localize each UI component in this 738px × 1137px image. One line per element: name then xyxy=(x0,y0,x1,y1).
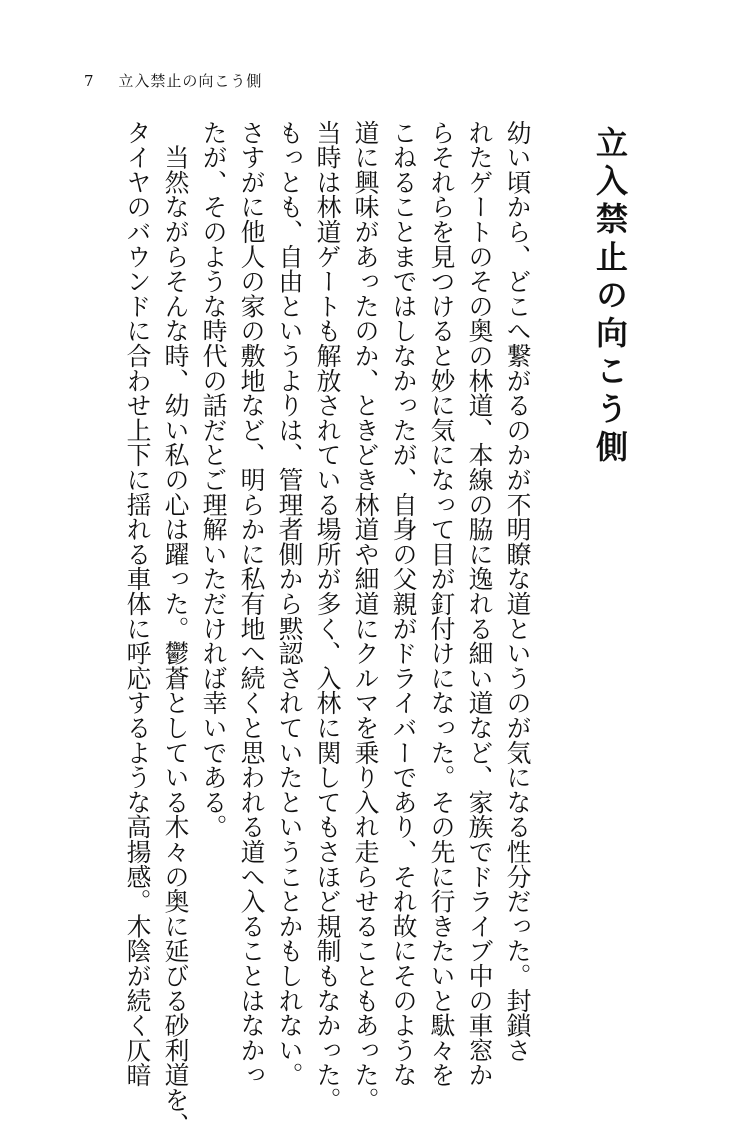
body-text xyxy=(118,120,536,1137)
body-line: さすがに他人の家の敷地など、明らかに私有地へ続くと思われる道へ入ることはなかっ xyxy=(237,120,266,1088)
body-line: タイヤのバウンドに合わせ上下に揺れる車体に呼応するような高揚感。木陰が続く仄暗 xyxy=(123,120,152,1088)
body-line: こねることまではしなかったが、自身の父親がドライバーであり、それ故にそのような xyxy=(389,120,418,1088)
body-line: 道に興味があったのか、ときどき林道や細道にクルマを乗り入れ走らせることもあった。 xyxy=(351,120,380,1112)
body-line: 幼い頃から、どこへ繋がるのかが不明瞭な道というのが気になる性分だった。封鎖さ xyxy=(503,120,532,1063)
body-line: らそれらを見つけると妙に気になって目が釘付けになった。その先に行きたいと駄々を xyxy=(427,120,456,1088)
body-line: 当時は林道ゲートも解放されている場所が多く、入林に関してもさほど規制もなかった。 xyxy=(313,120,342,1112)
body-line: 当然ながらそんな時、幼い私の心は躍った。鬱蒼としている木々の奥に延びる砂利道を、 xyxy=(161,120,190,1137)
running-header xyxy=(84,70,262,91)
body-line: もっとも、自由というよりは、管理者側から黙認されていたということかもしれない。 xyxy=(275,120,304,1088)
chapter-title: 立入禁止の向こう側 xyxy=(591,126,629,468)
page-number: 7 xyxy=(84,72,95,90)
running-title: 立入禁止の向こう側 xyxy=(118,72,263,90)
body-line: れたゲートのその奥の林道、本線の脇に逸れる細い道など、家族でドライブ中の車窓か xyxy=(465,120,494,1088)
body-line: たが、そのような時代の話だとご理解いただければ幸いである。 xyxy=(199,120,228,840)
